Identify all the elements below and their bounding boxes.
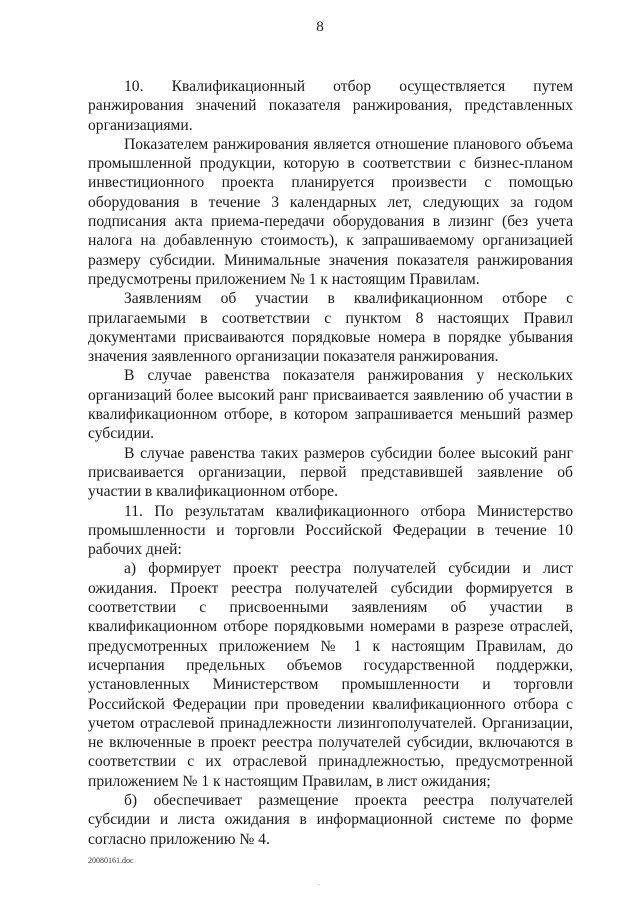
- footer-file-name: 20080161.doc: [88, 856, 134, 865]
- document-body: [88, 77, 573, 849]
- paragraph-equal-subsidy: В случае равенства таких размеров субсидии более высокий ранг присваивается организации, первой представившей заявление об участии в квалификационном отборе.: [88, 444, 573, 501]
- paragraph-numbering: Заявлениям об участии в квалификационном отборе с прилагаемыми в соответствии с пунктом 8 настоящих Правил документами присваиваются порядковые номера в порядке убывания значения заявленного организации показателя ранжирования.: [88, 290, 573, 366]
- paragraph-11a: а) формирует проект реестра получателей субсидии и лист ожидания. Проект реестра получателей субсидии формируется в соответствии с присвоенными заявлениям об участии в квалификационном отборе порядковыми номерами в разрезе отраслей, предусмотренных приложением № 1 к настоящим Правилам, до исчерпания предельных объемов государственной поддержки, установленных Министерством промышленности и торговли Российской Федерации при проведении квалификационного отбора с учетом отраслевой принадлежности лизингополучателей. Организации, не включенные в проект реестра получателей субсидии, включаются в соответствии с их отраслевой принадлежностью, предусмотренной приложением № 1 к настоящим Правилам, в лист ожидания;: [88, 560, 573, 790]
- paragraph-11: 11. По результатам квалификационного отбора Министерство промышленности и торговли Российской Федерации в течение 10 рабочих дней:: [88, 502, 573, 559]
- footer-mark: .: [318, 878, 320, 887]
- paragraph-10: 10. Квалификационный отбор осуществляется путем ранжирования значений показателя ранжирования, представленных организациями.: [88, 78, 573, 134]
- paragraph-equal-indicator: В случае равенства показателя ранжирования у нескольких организаций более высокий ранг присваивается заявлению об участии в квалификационном отборе, в котором запрашивается меньший размер субсидии.: [88, 367, 573, 443]
- page-number: 8: [316, 19, 324, 35]
- paragraph-11b: б) обеспечивает размещение проекта реестра получателей субсидии и листа ожидания в информационной системе по форме согласно приложению № 4.: [88, 791, 573, 848]
- paragraph-ranking-indicator: Показателем ранжирования является отношение планового объема промышленной продукции, которую в соответствии с бизнес-планом инвестиционного проекта планируется произвести с помощью оборудования в течение 3 календарных лет, следующих за годом подписания акта приема-передачи оборудования в лизинг (без учета налога на добавленную стоимость), к запрашиваемому организацией размеру субсидии. Минимальные значения показателя ранжирования предусмотрены приложением № 1 к настоящим Правилам.: [88, 135, 573, 288]
